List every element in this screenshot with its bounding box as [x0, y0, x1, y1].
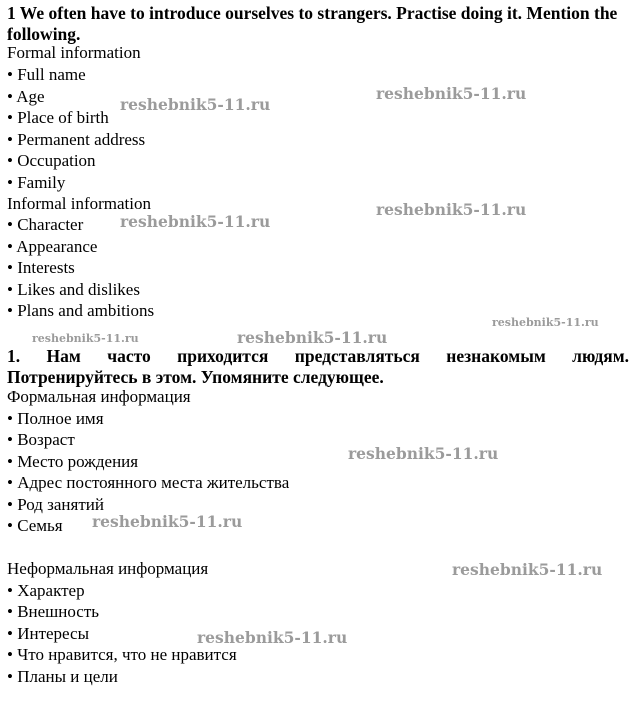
list-item: • Interests — [7, 258, 75, 277]
list-item: • Age — [7, 87, 45, 106]
list-item: • Характер — [7, 581, 85, 600]
list-item: • Адрес постоянного места жительства — [7, 473, 290, 492]
watermark: reshebnik5-11.ru — [348, 444, 499, 463]
list-item: • Occupation — [7, 151, 96, 170]
watermark: reshebnik5-11.ru — [452, 560, 603, 579]
list-item: • Возраст — [7, 430, 75, 449]
list-item: • Family — [7, 173, 66, 192]
list-item: • Character — [7, 215, 84, 234]
list-item: • Likes and dislikes — [7, 280, 140, 299]
list-item: • Семья — [7, 516, 63, 535]
exercise-heading-en: 1 We often have to introduce ourselves to strangers. Practise doing it. Mention the following. — [7, 3, 618, 44]
informal-info-label-en: Informal information — [7, 194, 151, 213]
list-item: • Род занятий — [7, 495, 104, 514]
list-item: • Full name — [7, 65, 86, 84]
watermark: reshebnik5-11.ru — [120, 212, 271, 231]
list-item: • Appearance — [7, 237, 98, 256]
formal-info-label-ru: Формальная информация — [7, 387, 191, 406]
formal-info-label-en: Formal information — [7, 43, 141, 62]
watermark: reshebnik5-11.ru — [120, 95, 271, 114]
watermark: reshebnik5-11.ru — [197, 628, 348, 647]
list-item: • Что нравится, что не нравится — [7, 645, 237, 664]
list-item: • Интересы — [7, 624, 89, 643]
list-item: • Место рождения — [7, 452, 139, 471]
list-item: • Полное имя — [7, 409, 104, 428]
watermark: reshebnik5-11.ru — [32, 332, 139, 345]
list-item: • Внешность — [7, 602, 100, 621]
watermark: reshebnik5-11.ru — [92, 512, 243, 531]
list-item: • Permanent address — [7, 130, 146, 149]
informal-info-label-ru: Неформальная информация — [7, 559, 209, 578]
watermark: reshebnik5-11.ru — [376, 200, 527, 219]
exercise-heading-ru: 1. Нам часто приходится представляться незнакомым людям. Потренируйтесь в этом. Упомяните следующее. — [7, 346, 629, 387]
list-item: • Plans and ambitions — [7, 301, 155, 320]
list-item: • Планы и цели — [7, 667, 118, 686]
watermark: reshebnik5-11.ru — [376, 84, 527, 103]
list-item: • Place of birth — [7, 108, 109, 127]
watermark: reshebnik5-11.ru — [237, 328, 388, 347]
watermark: reshebnik5-11.ru — [492, 316, 599, 329]
